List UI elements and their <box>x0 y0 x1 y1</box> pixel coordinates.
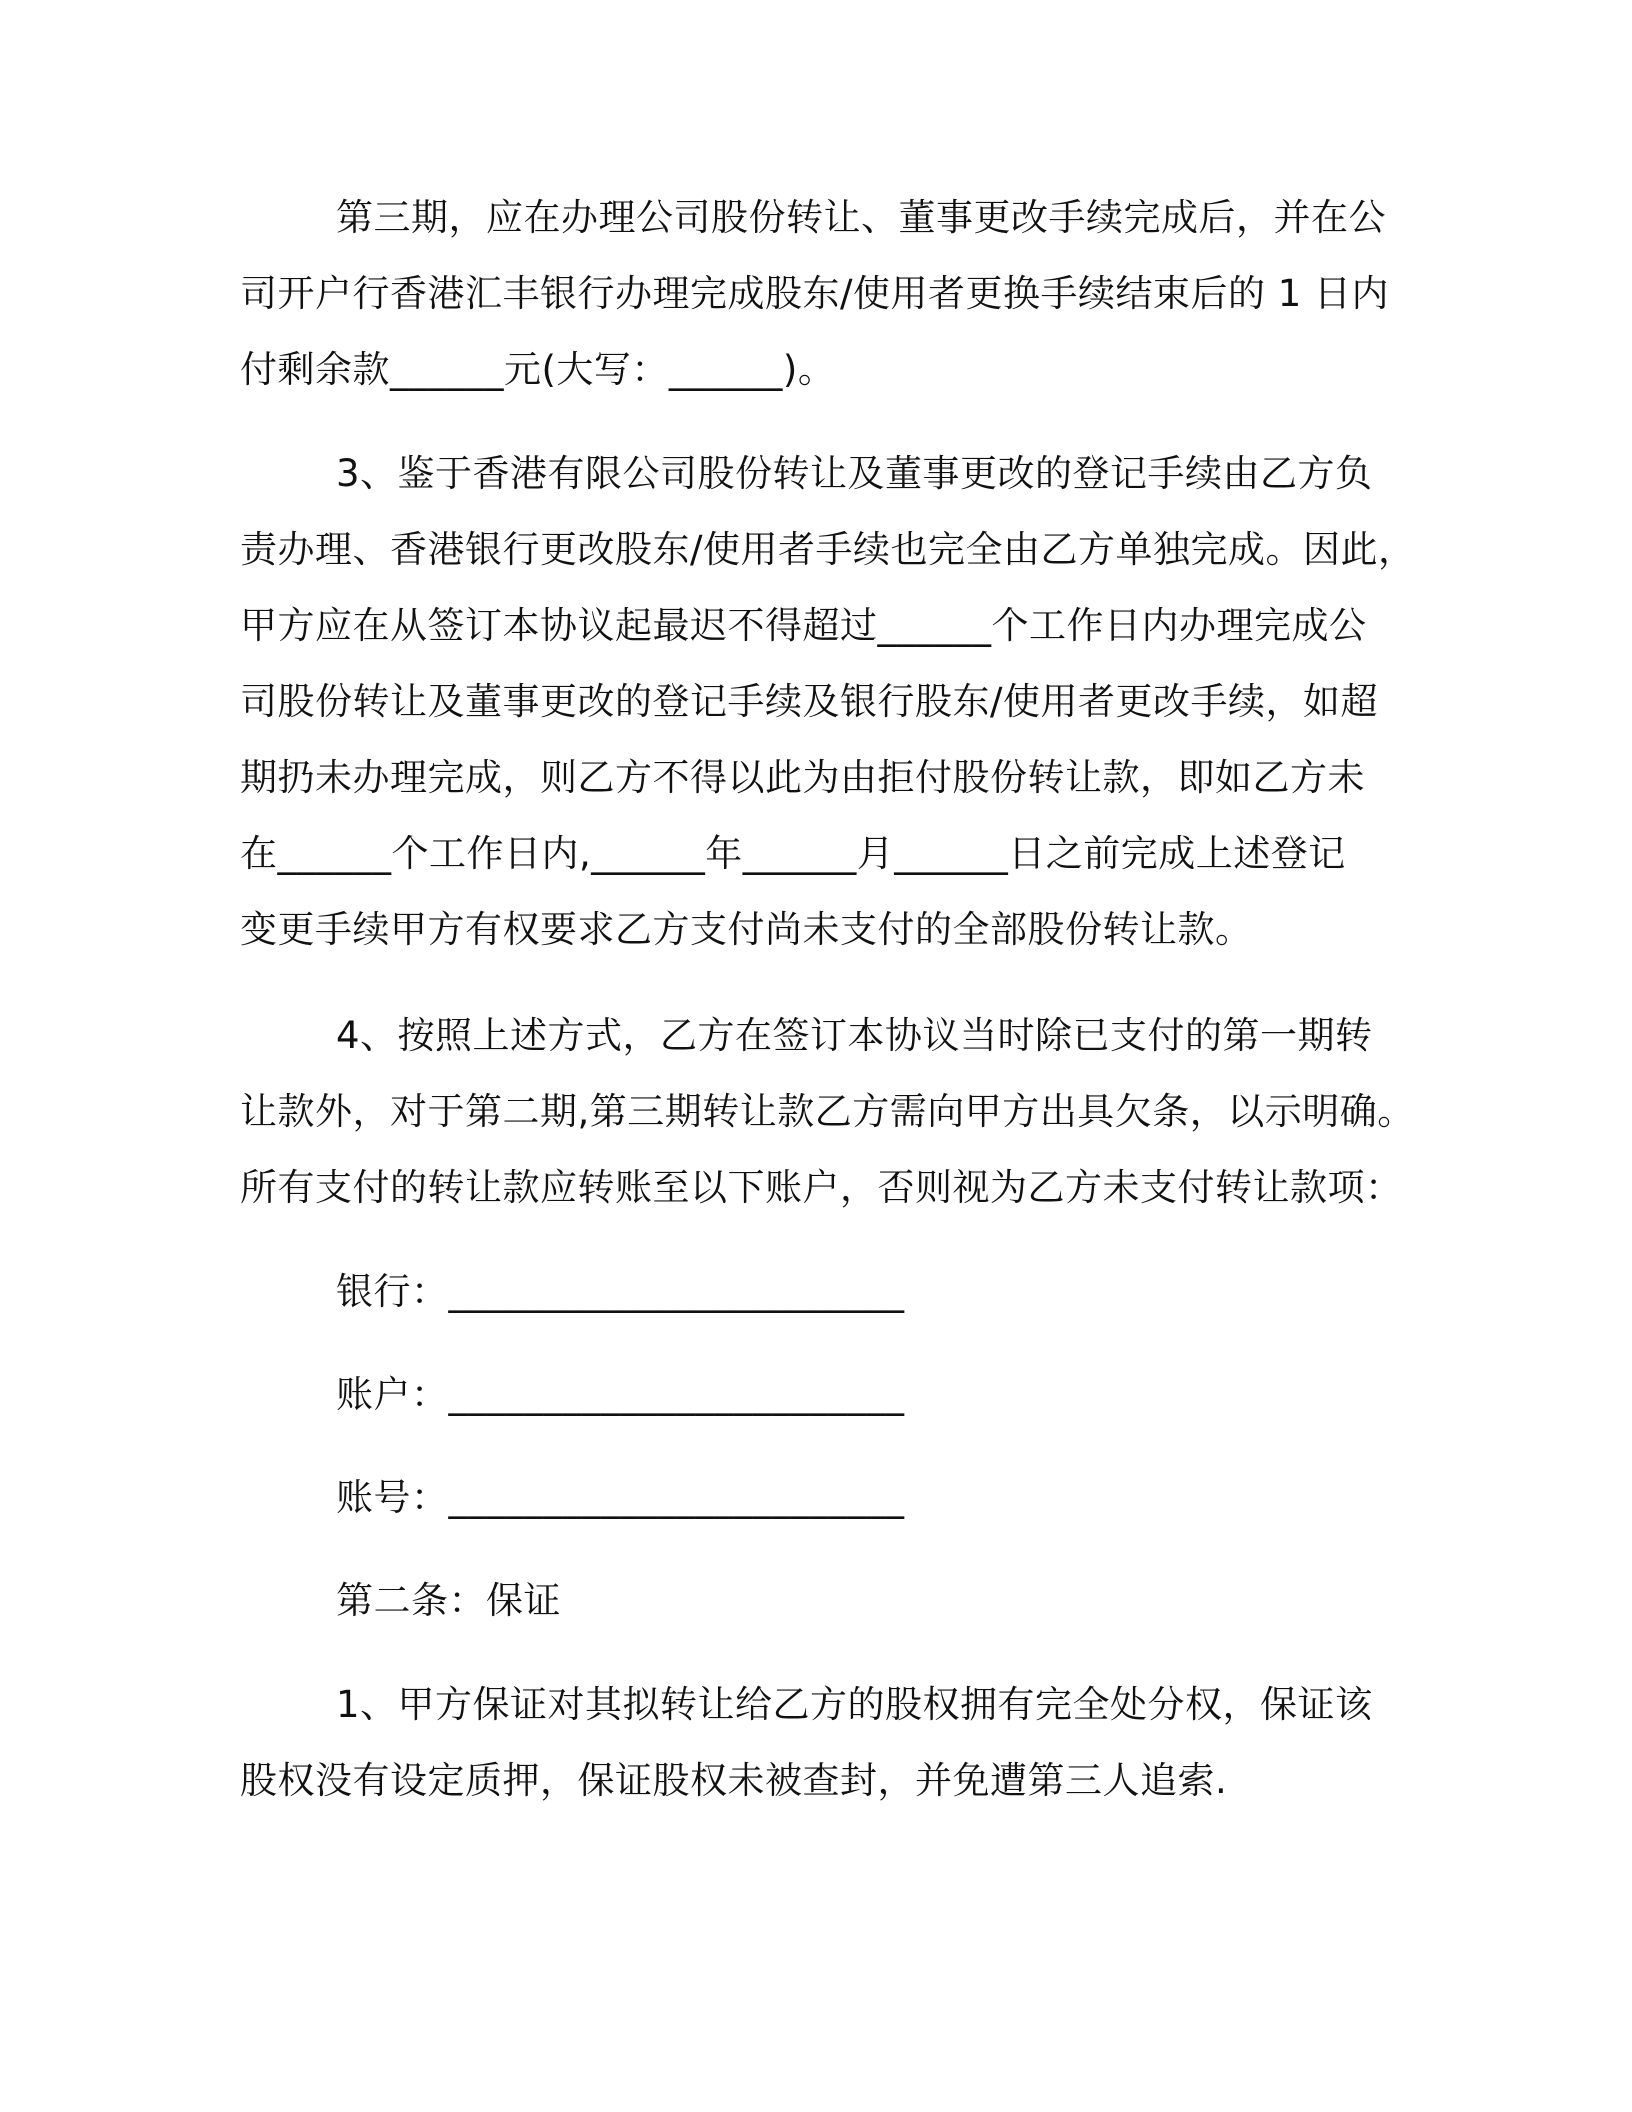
account-name-field-line: 账户：________________________ <box>336 1373 905 1416</box>
paragraph-line: 甲方应在从签订本协议起最迟不得超过______个工作日内办理完成公 <box>240 604 1367 647</box>
paragraph-line: 所有支付的转让款应转账至以下账户，否则视为乙方未支付转让款项： <box>240 1166 1403 1209</box>
paragraph-line: 司开户行香港汇丰银行办理完成股东/使用者更换手续结束后的 1 日内 <box>240 272 1390 315</box>
account-number-field-line: 账号：________________________ <box>336 1476 905 1519</box>
section-heading: 第二条：保证 <box>336 1579 561 1622</box>
paragraph-line: 责办理、香港银行更改股东/使用者手续也完全由乙方单独完成。因此， <box>240 528 1416 571</box>
paragraph-line: 3、鉴于香港有限公司股份转让及董事更改的登记手续由乙方负 <box>336 452 1373 495</box>
bank-field-line: 银行：________________________ <box>336 1270 905 1313</box>
paragraph-line: 1、甲方保证对其拟转让给乙方的股权拥有完全处分权，保证该 <box>336 1683 1373 1726</box>
paragraph-line: 股权没有设定质押，保证股权未被查封，并免遭第三人追索. <box>240 1759 1228 1802</box>
paragraph-line: 第三期，应在办理公司股份转让、董事更改手续完成后，并在公 <box>336 196 1386 239</box>
paragraph-line: 让款外，对于第二期,第三期转让款乙方需向甲方出具欠条，以示明确。 <box>240 1090 1415 1133</box>
paragraph-line: 付剩余款______元(大写：______)。 <box>240 348 836 391</box>
paragraph-line: 司股份转让及董事更改的登记手续及银行股东/使用者更改手续，如超 <box>240 680 1378 723</box>
paragraph-line: 4、按照上述方式，乙方在签订本协议当时除已支付的第一期转 <box>336 1014 1373 1057</box>
paragraph-line: 期扔未办理完成，则乙方不得以此为由拒付股份转让款，即如乙方未 <box>240 756 1365 799</box>
paragraph-line: 变更手续甲方有权要求乙方支付尚未支付的全部股份转让款。 <box>240 908 1253 951</box>
paragraph-line: 在______个工作日内,______年______月______日之前完成上述登记 <box>240 832 1346 875</box>
